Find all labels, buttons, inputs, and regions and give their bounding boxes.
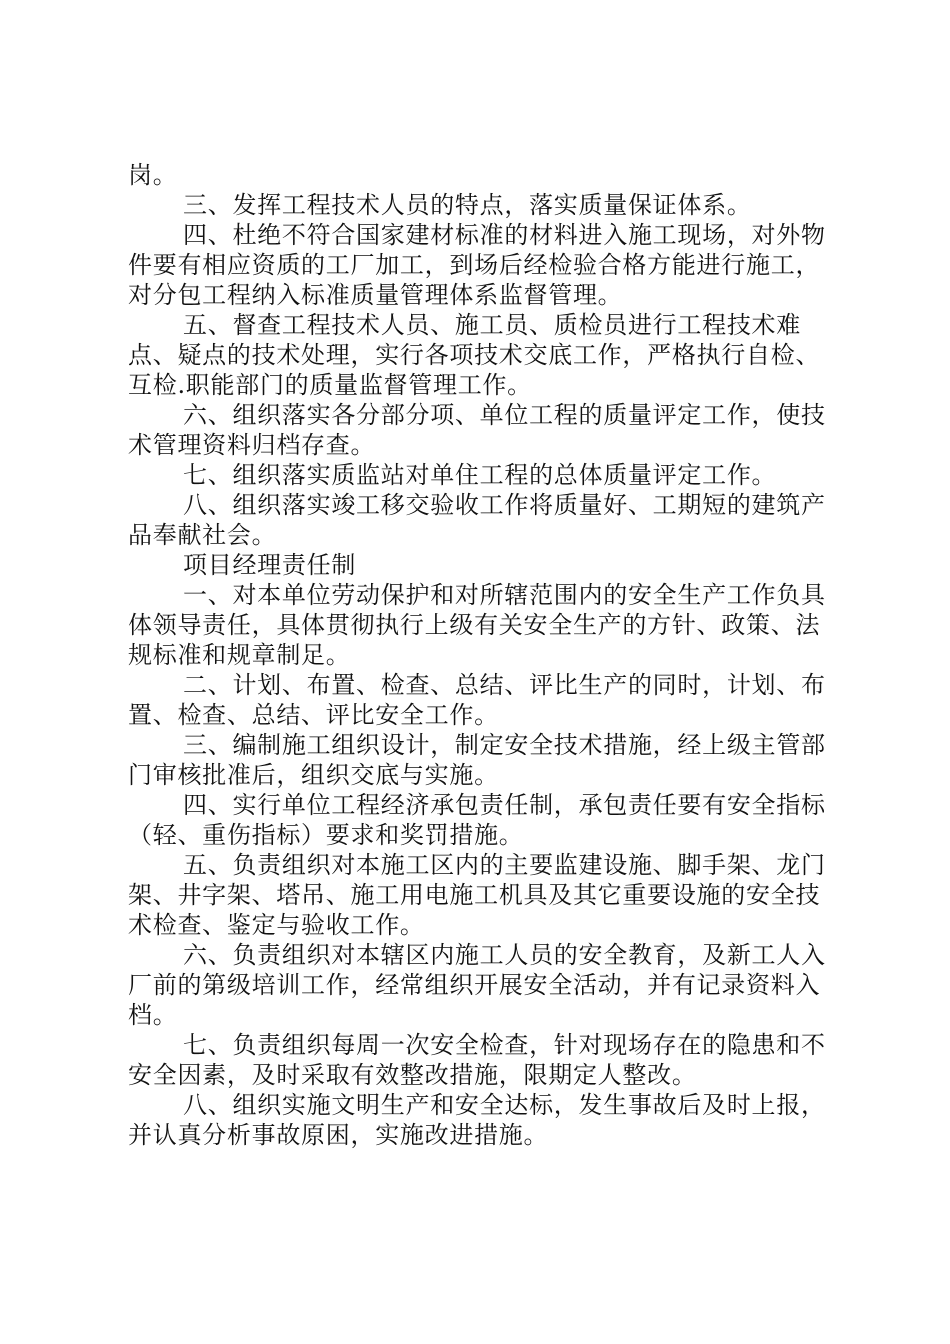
paragraph-12: 四、实行单位工程经济承包责任制，承包责任要有安全指标（轻、重伤指标）要求和奖罚措施。 bbox=[128, 791, 826, 849]
paragraph-7: 八、组织落实竣工移交验收工作将质量好、工期短的建筑产品奉献社会。 bbox=[128, 491, 826, 549]
section-heading: 项目经理责任制 bbox=[183, 551, 357, 579]
paragraph-9: 一、对本单位劳动保护和对所辖范围内的安全生产工作负具体领导责任，具体贯彻执行上级有关安全生产的方针、政策、法规标准和规章制足。 bbox=[128, 581, 826, 669]
paragraph-1: 岗。 bbox=[128, 161, 178, 189]
paragraph-2: 三、发挥工程技术人员的特点，落实质量保证体系。 bbox=[183, 191, 752, 219]
paragraph-10: 二、计划、布置、检查、总结、评比生产的同时，计划、布置、检查、总结、评比安全工作。 bbox=[128, 671, 826, 729]
document-body bbox=[128, 160, 832, 1150]
paragraph-14: 六、负责组织对本辖区内施工人员的安全教育，及新工人入厂前的第级培训工作，经常组织开展安全活动，并有记录资料入档。 bbox=[128, 941, 826, 1029]
paragraph-3: 四、杜绝不符合国家建材标准的材料进入施工现场，对外物件要有相应资质的工厂加工，到场后经检验合格方能进行施工，对分包工程纳入标准质量管理体系监督管理。 bbox=[128, 221, 826, 309]
paragraph-16: 八、组织实施文明生产和安全达标，发生事故后及时上报，并认真分析事故原困，实施改进措施。 bbox=[128, 1091, 826, 1149]
paragraph-4: 五、督查工程技术人员、施工员、质检员进行工程技术难点、疑点的技术处理，实行各项技术交底工作，严格执行自检、互检.职能部门的质量监督管理工作。 bbox=[128, 311, 821, 399]
paragraph-6: 七、组织落实质监站对单住工程的总体质量评定工作。 bbox=[183, 461, 777, 489]
paragraph-5: 六、组织落实各分部分项、单位工程的质量评定工作，使技术管理资料归档存查。 bbox=[128, 401, 826, 459]
paragraph-13: 五、负责组织对本施工区内的主要监建设施、脚手架、龙门架、井字架、塔吊、施工用电施工机具及其它重要设施的安全技术检查、鉴定与验收工作。 bbox=[128, 851, 826, 939]
paragraph-11: 三、编制施工组织设计，制定安全技术措施，经上级主管部门审核批准后，组织交底与实施。 bbox=[128, 731, 826, 789]
paragraph-15: 七、负责组织每周一次安全检查，针对现场存在的隐患和不安全因素，及时采取有效整改措施，限期定人整改。 bbox=[128, 1031, 826, 1089]
